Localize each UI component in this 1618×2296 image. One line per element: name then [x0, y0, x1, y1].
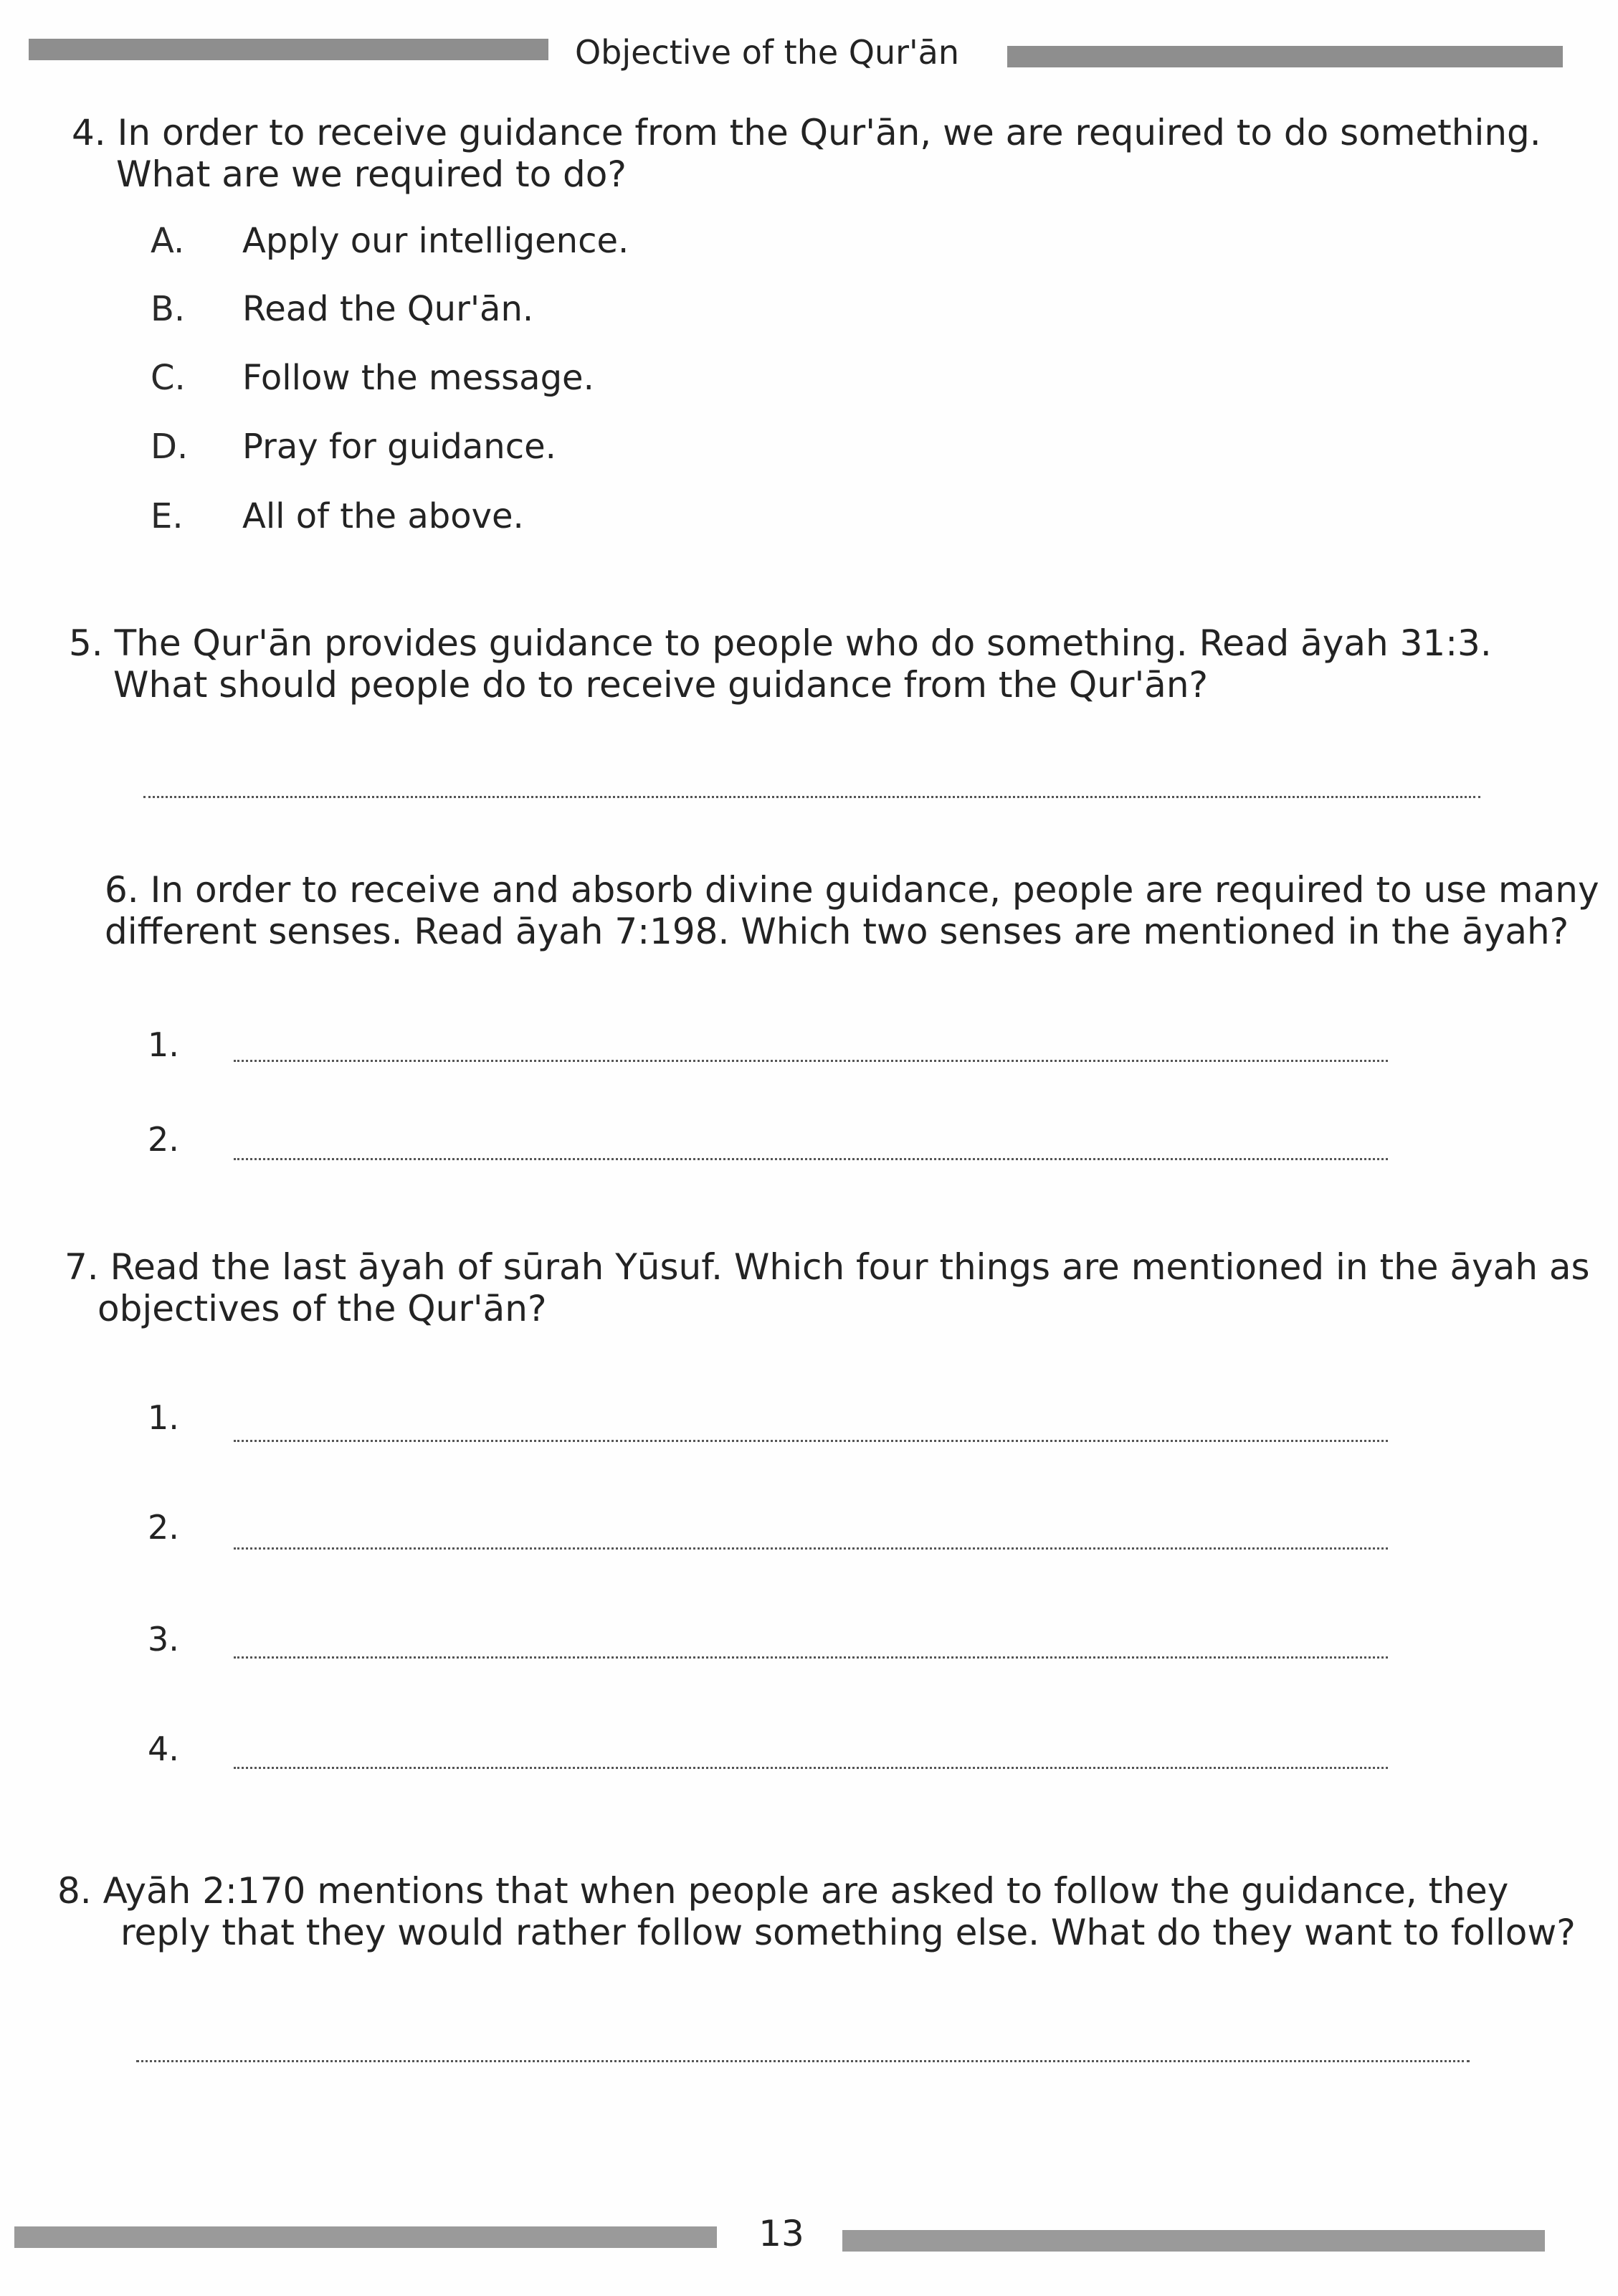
- question-8: [57, 1870, 1576, 1953]
- page-header-title: Objective of the Qur'ān: [574, 33, 960, 72]
- question-7: [65, 1246, 1590, 1329]
- question-number: 8.: [57, 1870, 92, 1912]
- question-text-line2: reply that they would rather follow something else. What do they want to follow?: [120, 1912, 1576, 1953]
- question-number: 5.: [69, 622, 103, 664]
- option-letter: D.: [151, 427, 189, 467]
- page-number: 13: [758, 2213, 804, 2254]
- answer-line[interactable]: [234, 1440, 1388, 1442]
- answer-number: 2.: [148, 1508, 179, 1547]
- answer-line[interactable]: [136, 2060, 1470, 2062]
- answer-number: 4.: [148, 1730, 179, 1768]
- header-bar-right: [1007, 46, 1563, 67]
- answer-number: 2.: [148, 1120, 179, 1159]
- question-number: 6.: [105, 869, 139, 911]
- answer-number: 1.: [148, 1398, 179, 1437]
- question-text-line2: different senses. Read āyah 7:198. Which two senses are mentioned in the āyah?: [105, 911, 1569, 952]
- answer-line[interactable]: [234, 1060, 1388, 1062]
- question-text-line1: Ayāh 2:170 mentions that when people are asked to follow the guidance, they: [103, 1870, 1509, 1912]
- option-letter: E.: [151, 496, 184, 536]
- answer-line[interactable]: [234, 1656, 1388, 1659]
- question-number: 4.: [72, 112, 106, 153]
- question-text-line1: In order to receive guidance from the Qur'ān, we are required to do something.: [117, 112, 1541, 153]
- option-text: Apply our intelligence.: [242, 221, 629, 261]
- option-letter: B.: [151, 289, 186, 329]
- option-text: Follow the message.: [242, 358, 594, 398]
- option-letter: C.: [151, 358, 186, 398]
- option-text: Pray for guidance.: [242, 427, 556, 467]
- answer-line[interactable]: [143, 796, 1480, 798]
- answer-number: 3.: [148, 1620, 179, 1659]
- footer-bar-left: [14, 2226, 717, 2248]
- question-text-line2: What should people do to receive guidance from the Qur'ān?: [113, 664, 1209, 706]
- option-text: All of the above.: [242, 496, 524, 536]
- question-text-line1: Read the last āyah of sūrah Yūsuf. Which four things are mentioned in the āyah as: [110, 1246, 1590, 1288]
- option-letter: A.: [151, 221, 185, 261]
- question-text-line1: The Qur'ān provides guidance to people who do something. Read āyah 31:3.: [114, 622, 1492, 664]
- question-5: [69, 622, 1492, 706]
- answer-line[interactable]: [234, 1767, 1388, 1769]
- footer-bar-right: [842, 2230, 1545, 2252]
- question-4: [72, 112, 1541, 195]
- option-text: Read the Qur'ān.: [242, 289, 534, 329]
- question-text-line2: What are we required to do?: [116, 153, 627, 195]
- answer-line[interactable]: [234, 1547, 1388, 1550]
- question-text-line1: In order to receive and absorb divine guidance, people are required to use many: [150, 869, 1599, 911]
- question-6: [105, 869, 1599, 952]
- answer-number: 1.: [148, 1025, 179, 1064]
- question-text-line2: objectives of the Qur'ān?: [97, 1288, 547, 1329]
- answer-line[interactable]: [234, 1158, 1388, 1160]
- header-bar-left: [29, 39, 548, 60]
- question-number: 7.: [65, 1246, 99, 1288]
